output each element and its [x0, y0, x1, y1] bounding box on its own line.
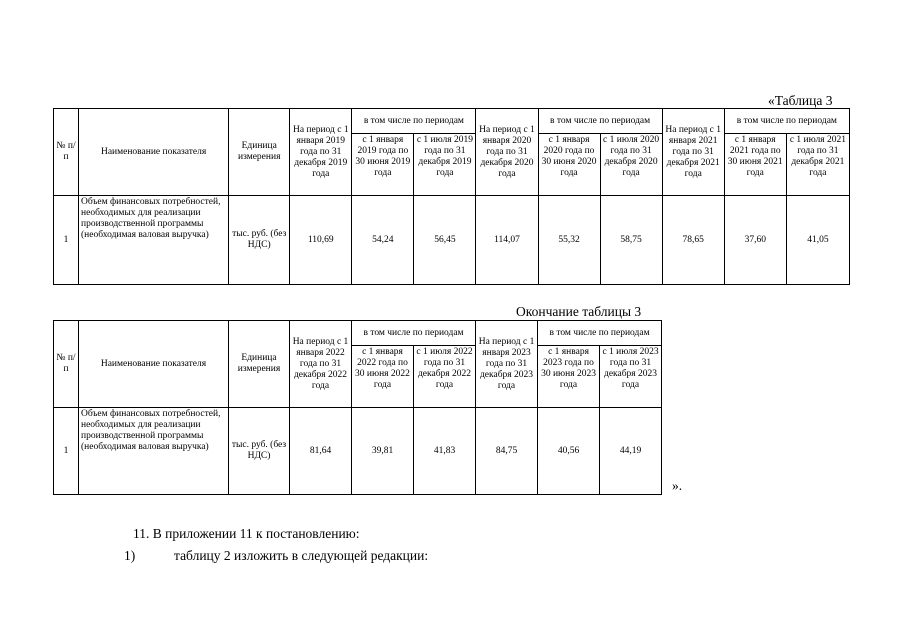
row-name: Объем финансовых потребностей, необходимых для реализации производственной программы (необходимая валовая выручка) [79, 196, 229, 285]
header-period-2020: На период с 1 января 2020 года по 31 декабря 2020 года [476, 109, 538, 196]
header-unit: Единица измерения [229, 321, 290, 408]
value-cell: 110,69 [290, 196, 352, 285]
row-name: Объем финансовых потребностей, необходимых для реализации производственной программы (необходимая валовая выручка) [79, 408, 229, 495]
value-cell: 114,07 [476, 196, 538, 285]
paragraph-1-number: 1) [124, 548, 136, 563]
header-incl-2022: в том числе по периодам [352, 321, 476, 346]
header-period-2022: На период с 1 января 2022 года по 31 декабря 2022 года [290, 321, 352, 408]
header-num: № п/п [54, 109, 79, 196]
value-cell: 58,75 [600, 196, 662, 285]
value-cell: 44,19 [600, 408, 662, 495]
header-period-2021: На период с 1 января 2021 года по 31 декабря 2021 года [662, 109, 724, 196]
value-cell: 81,64 [290, 408, 352, 495]
header-period-2019: На период с 1 января 2019 года по 31 декабря 2019 года [290, 109, 352, 196]
value-cell: 54,24 [352, 196, 414, 285]
header-incl-2023: в том числе по периодам [538, 321, 662, 346]
paragraph-1-text: таблицу 2 изложить в следующей редакции: [174, 548, 429, 563]
row-num: 1 [54, 408, 79, 495]
header-name: Наименование показателя [79, 109, 229, 196]
paragraph-11-number: 11. [133, 526, 150, 541]
table1 [53, 108, 850, 285]
header-sub-2020-h1: с 1 января 2020 года по 30 июня 2020 года [538, 134, 600, 196]
value-cell: 39,81 [352, 408, 414, 495]
row-unit: тыс. руб. (без НДС) [229, 408, 290, 495]
header-sub-2023-h2: с 1 июля 2023 года по 31 декабря 2023 года [600, 346, 662, 408]
value-cell: 56,45 [414, 196, 476, 285]
paragraph-11 [133, 526, 360, 542]
header-sub-2023-h1: с 1 января 2023 года по 30 июня 2023 года [538, 346, 600, 408]
header-sub-2022-h1: с 1 января 2022 года по 30 июня 2022 года [352, 346, 414, 408]
value-cell: 37,60 [724, 196, 786, 285]
value-cell: 41,05 [786, 196, 849, 285]
header-sub-2021-h2: с 1 июля 2021 года по 31 декабря 2021 года [786, 134, 849, 196]
paragraph-1 [124, 548, 428, 564]
header-num: № п/п [54, 321, 79, 408]
value-cell: 40,56 [538, 408, 600, 495]
row-num: 1 [54, 196, 79, 285]
header-incl-2019: в том числе по периодам [352, 109, 476, 134]
value-cell: 84,75 [476, 408, 538, 495]
table2 [53, 320, 662, 495]
row-unit: тыс. руб. (без НДС) [229, 196, 290, 285]
value-cell: 55,32 [538, 196, 600, 285]
header-unit: Единица измерения [229, 109, 290, 196]
header-incl-2020: в том числе по периодам [538, 109, 662, 134]
header-incl-2021: в том числе по периодам [724, 109, 849, 134]
header-sub-2021-h1: с 1 января 2021 года по 30 июня 2021 года [724, 134, 786, 196]
value-cell: 41,83 [414, 408, 476, 495]
header-period-2023: На период с 1 января 2023 года по 31 декабря 2023 года [476, 321, 538, 408]
table2-caption: Окончание таблицы 3 [516, 304, 642, 319]
value-cell: 78,65 [662, 196, 724, 285]
header-sub-2022-h2: с 1 июля 2022 года по 31 декабря 2022 года [414, 346, 476, 408]
table1-caption: «Таблица 3 [768, 93, 833, 108]
header-name: Наименование показателя [79, 321, 229, 408]
header-sub-2019-h1: с 1 января 2019 года по 30 июня 2019 года [352, 134, 414, 196]
table2-closing-quote: ». [672, 478, 683, 493]
header-sub-2020-h2: с 1 июля 2020 года по 31 декабря 2020 года [600, 134, 662, 196]
paragraph-11-text: В приложении 11 к постановлению: [152, 526, 360, 541]
header-sub-2019-h2: с 1 июля 2019 года по 31 декабря 2019 года [414, 134, 476, 196]
